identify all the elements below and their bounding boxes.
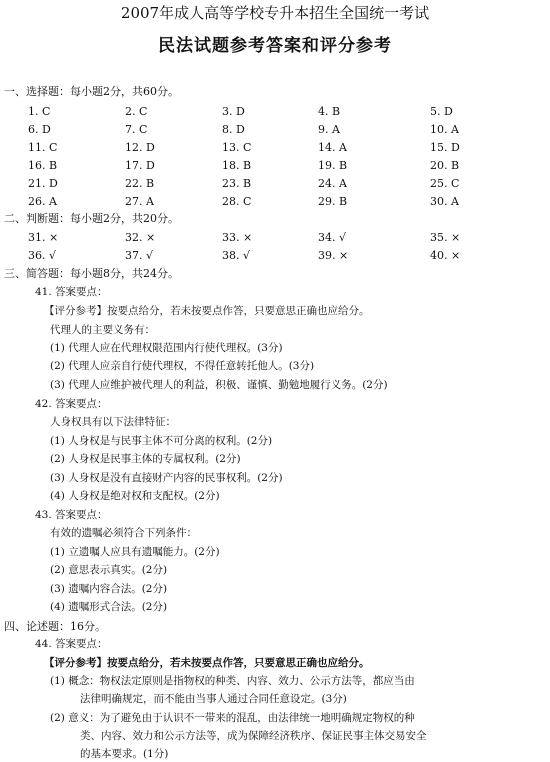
answer-row xyxy=(0,250,550,264)
answer-row xyxy=(0,124,550,138)
answer-cell: 34. √ xyxy=(318,231,346,244)
answer-cell: 12. D xyxy=(125,141,155,154)
answer-cell: 11. C xyxy=(28,141,58,154)
answer-cell: 36. √ xyxy=(28,249,56,262)
answer-cell: 14. A xyxy=(318,141,347,154)
section3-heading: 三、简答题：每小题8分，共24分。 xyxy=(4,267,179,280)
answer-cell: 20. B xyxy=(430,159,460,172)
answer-row xyxy=(0,142,550,156)
section2-heading: 二、判断题：每小题2分，共20分。 xyxy=(4,212,179,225)
answer-cell: 1. C xyxy=(28,105,51,118)
answer-cell: 19. B xyxy=(318,159,348,172)
answer-cell: 37. √ xyxy=(125,249,153,262)
answer-cell: 17. D xyxy=(125,159,155,172)
q43-item: (3) 遗嘱内容合法。(2分) xyxy=(50,583,168,595)
answer-cell: 25. C xyxy=(430,177,460,190)
answer-cell: 35. × xyxy=(430,231,461,244)
document-title: 民法试题参考答案和评分参考 xyxy=(158,36,392,56)
q44-item2-line: (2) 意义：为了避免由于认识不一带来的混乱，由法律统一地明确规定物权的种 xyxy=(50,712,415,724)
q41-scoring-note: 【评分参考】按要点给分，若未按要点作答，只要意思正确也应给分。 xyxy=(44,305,370,317)
answer-cell: 39. × xyxy=(318,249,349,262)
answer-row xyxy=(0,232,550,246)
q44-item2-line: 类、内容、效力和公示方法等，成为保障经济秩序、保证民事主体交易安全 xyxy=(80,730,427,742)
answer-cell: 9. A xyxy=(318,123,340,136)
q43-label: 43. 答案要点： xyxy=(35,509,108,521)
q44-item1-line: 法律明确规定，而不能由当事人通过合同任意设定。(3分) xyxy=(80,693,347,705)
q43-item: (1) 立遗嘱人应具有遗嘱能力。(2分) xyxy=(50,546,220,558)
answer-cell: 31. × xyxy=(28,231,59,244)
q44-label: 44. 答案要点： xyxy=(35,638,108,650)
answer-cell: 29. B xyxy=(318,195,348,208)
answer-cell: 3. D xyxy=(222,105,245,118)
q42-item: (1) 人身权是与民事主体不可分离的权利。(2分) xyxy=(50,435,273,447)
section4-heading: 四、论述题：16分。 xyxy=(4,620,106,633)
q41-intro: 代理人的主要义务有： xyxy=(50,324,155,336)
answer-cell: 8. D xyxy=(222,123,245,136)
q43-item: (4) 遗嘱形式合法。(2分) xyxy=(50,601,168,613)
exam-title: 2007年成人高等学校专升本招生全国统一考试 xyxy=(120,4,430,22)
answer-row xyxy=(0,178,550,192)
answer-cell: 13. C xyxy=(222,141,252,154)
answer-cell: 27. A xyxy=(125,195,154,208)
answer-cell: 30. A xyxy=(430,195,459,208)
q42-item: (4) 人身权是绝对权和支配权。(2分) xyxy=(50,490,220,502)
answer-cell: 40. × xyxy=(430,249,461,262)
answer-cell: 5. D xyxy=(430,105,453,118)
q43-item: (2) 意思表示真实。(2分) xyxy=(50,564,168,576)
q41-item: (3) 代理人应维护被代理人的利益，积极、谨慎、勤勉地履行义务。(2分) xyxy=(50,379,388,391)
q44-item2-line: 的基本要求。(1分) xyxy=(80,748,169,760)
answer-cell: 22. B xyxy=(125,177,155,190)
q43-intro: 有效的遗嘱必须符合下列条件： xyxy=(50,527,197,539)
q41-item: (1) 代理人应在代理权限范围内行使代理权。(3分) xyxy=(50,342,283,354)
answer-cell: 16. B xyxy=(28,159,58,172)
answer-cell: 10. A xyxy=(430,123,459,136)
answer-cell: 7. C xyxy=(125,123,148,136)
answer-row xyxy=(0,106,550,120)
q42-label: 42. 答案要点： xyxy=(35,398,108,410)
answer-cell: 23. B xyxy=(222,177,252,190)
q42-item: (2) 人身权是民事主体的专属权利。(2分) xyxy=(50,453,241,465)
answer-row xyxy=(0,196,550,210)
answer-cell: 18. B xyxy=(222,159,252,172)
answer-cell: 2. C xyxy=(125,105,148,118)
answer-cell: 4. B xyxy=(318,105,341,118)
answer-cell: 38. √ xyxy=(222,249,250,262)
q41-item: (2) 代理人应亲自行使代理权，不得任意转托他人。(3分) xyxy=(50,360,315,372)
q44-item1-line: (1) 概念：物权法定原则是指物权的种类、内容、效力、公示方法等，都应当由 xyxy=(50,675,415,687)
answer-cell: 6. D xyxy=(28,123,51,136)
q42-item: (3) 人身权是没有直接财产内容的民事权利。(2分) xyxy=(50,472,283,484)
answer-cell: 15. D xyxy=(430,141,460,154)
answer-cell: 28. C xyxy=(222,195,252,208)
answer-row xyxy=(0,160,550,174)
answer-cell: 33. × xyxy=(222,231,253,244)
answer-cell: 26. A xyxy=(28,195,57,208)
q42-intro: 人身权具有以下法律特征： xyxy=(50,416,176,428)
answer-cell: 21. D xyxy=(28,177,58,190)
answer-cell: 24. A xyxy=(318,177,347,190)
answer-cell: 32. × xyxy=(125,231,156,244)
q41-label: 41. 答案要点： xyxy=(35,286,108,298)
q44-scoring-note: 【评分参考】按要点给分，若未按要点作答，只要意思正确也应给分。 xyxy=(44,657,370,669)
section1-heading: 一、选择题：每小题2分，共60分。 xyxy=(4,85,179,98)
